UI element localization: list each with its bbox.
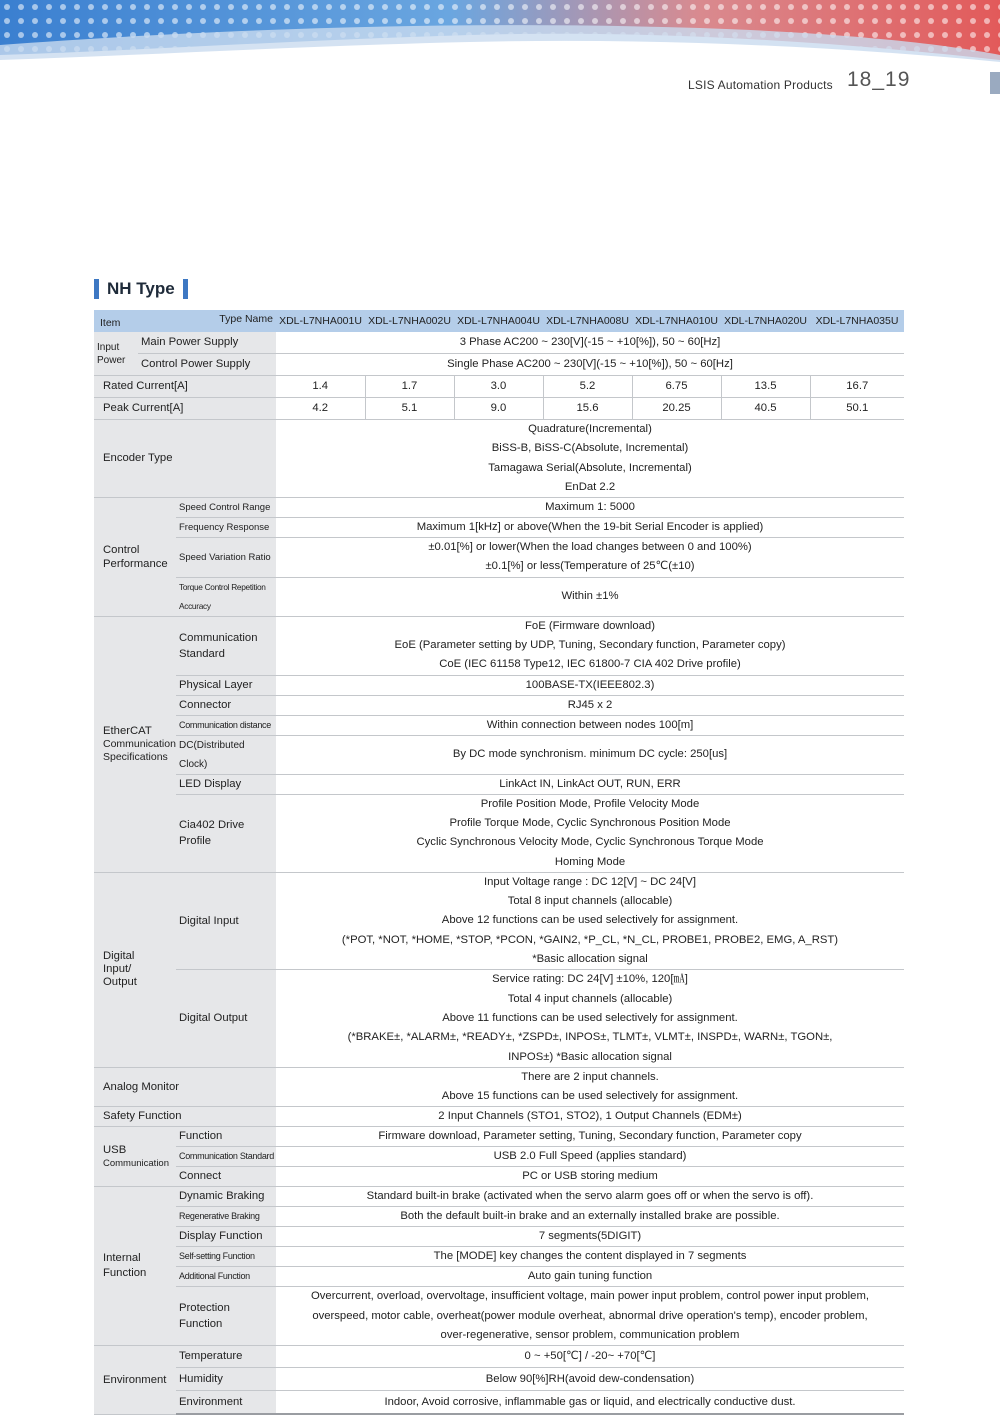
value-connector: RJ45 x 2 bbox=[276, 695, 904, 715]
rated-current-value: 3.0 bbox=[454, 376, 543, 398]
value-encoder-type: Quadrature(Incremental) BiSS-B, BiSS-C(Absolute, Incremental) Tamagawa Serial(Absolute, Incremental) EnDat 2.2 bbox=[276, 420, 904, 498]
label-analog-monitor: Analog Monitor bbox=[94, 1067, 276, 1107]
value-protection-function: Overcurrent, overload, overvoltage, insufficient voltage, main power input problem, control power input problem, overspeed, motor cable, overheat(power module overheat, abnormal drive operation's temp), encoder problem, over-regenerative, sensor problem, communication problem bbox=[276, 1287, 904, 1346]
label-usb-standard: Communication Standard bbox=[176, 1147, 276, 1167]
peak-current-value: 15.6 bbox=[543, 398, 632, 420]
table-row bbox=[94, 1391, 904, 1415]
table-row bbox=[94, 420, 904, 498]
table-row bbox=[94, 715, 904, 735]
label-dc: DC(Distributed Clock) bbox=[176, 735, 276, 774]
section-title-text: NH Type bbox=[107, 279, 175, 298]
value-self-setting: The [MODE] key changes the content displayed in 7 segments bbox=[276, 1247, 904, 1267]
table-row bbox=[94, 1067, 904, 1107]
value-cia402: Profile Position Mode, Profile Velocity Mode Profile Torque Mode, Cyclic Synchronous Position Mode Cyclic Synchronous Velocity Mode, Cyclic Synchronous Torque Mode Homing Mode bbox=[276, 794, 904, 872]
label-frequency-response: Frequency Response bbox=[176, 518, 276, 538]
page-number: 18_19 bbox=[847, 68, 911, 91]
label-speed-range: Speed Control Range bbox=[176, 498, 276, 518]
table-row bbox=[94, 1287, 904, 1346]
table-row bbox=[94, 538, 904, 578]
label-safety-function: Safety Function bbox=[94, 1107, 276, 1127]
value-usb-function: Firmware download, Parameter setting, Tuning, Secondary function, Parameter copy bbox=[276, 1127, 904, 1147]
label-physical-layer: Physical Layer bbox=[176, 675, 276, 695]
table-row bbox=[94, 675, 904, 695]
value-digital-output: Service rating: DC 24[V] ±10%, 120[㎃] Total 4 input channels (allocable) Above 11 functions can be used selectively for assignment. (*BRAKE±, *ALARM±, *READY±, *ZSPD±, INPOS±, TLMT±, VLMT±, INSPD±, WARN±, TGON±, INPOS±) *Basic allocation signal bbox=[276, 970, 904, 1067]
label-main-power: Main Power Supply bbox=[138, 332, 276, 354]
group-ethercat: EtherCAT Communication Specifications bbox=[94, 616, 176, 872]
title-bar-left bbox=[94, 279, 99, 299]
label-digital-output: Digital Output bbox=[176, 970, 276, 1067]
model-header: XDL-L7NHA035U bbox=[810, 310, 904, 332]
peak-current-value: 50.1 bbox=[810, 398, 904, 420]
rated-current-value: 1.7 bbox=[365, 376, 454, 398]
table-row bbox=[94, 1187, 904, 1207]
header-type-name: Type Name bbox=[219, 313, 273, 325]
value-environment: Indoor, Avoid corrosive, inflammable gas or liquid, and electrically conductive dust. bbox=[276, 1391, 904, 1415]
label-peak-current: Peak Current[A] bbox=[94, 398, 276, 420]
group-usb: USB Communication bbox=[94, 1127, 176, 1187]
label-temperature: Temperature bbox=[176, 1346, 276, 1368]
table-row bbox=[94, 970, 904, 1067]
value-usb-standard: USB 2.0 Full Speed (applies standard) bbox=[276, 1147, 904, 1167]
label-rated-current: Rated Current[A] bbox=[94, 376, 276, 398]
value-torque-accuracy: Within ±1% bbox=[276, 577, 904, 616]
table-row bbox=[94, 616, 904, 675]
value-analog-monitor: There are 2 input channels. Above 15 functions can be used selectively for assignment. bbox=[276, 1067, 904, 1107]
value-safety-function: 2 Input Channels (STO1, STO2), 1 Output Channels (EDM±) bbox=[276, 1107, 904, 1127]
table-row bbox=[94, 1127, 904, 1147]
model-header: XDL-L7NHA010U bbox=[632, 310, 721, 332]
rated-current-value: 5.2 bbox=[543, 376, 632, 398]
label-regen-braking: Regenerative Braking bbox=[176, 1207, 276, 1227]
model-header: XDL-L7NHA008U bbox=[543, 310, 632, 332]
value-temperature: 0 ~ +50[℃] / -20~ +70[℃] bbox=[276, 1346, 904, 1368]
peak-current-value: 20.25 bbox=[632, 398, 721, 420]
header-item-cell bbox=[94, 310, 276, 332]
label-torque-accuracy: Torque Control Repetition Accuracy bbox=[176, 577, 276, 616]
group-internal-function: Internal Function bbox=[94, 1187, 176, 1346]
table-row bbox=[94, 735, 904, 774]
label-additional-function: Additional Function bbox=[176, 1267, 276, 1287]
peak-current-value: 9.0 bbox=[454, 398, 543, 420]
value-additional-function: Auto gain tuning function bbox=[276, 1267, 904, 1287]
rated-current-value: 13.5 bbox=[721, 376, 810, 398]
table-row bbox=[94, 1147, 904, 1167]
model-header: XDL-L7NHA004U bbox=[454, 310, 543, 332]
value-digital-input: Input Voltage range : DC 12[V] ~ DC 24[V] Total 8 input channels (allocable) Above 12 functions can be used selectively for assignment. (*POT, *NOT, *HOME, *STOP, *PCON, *GAIN2, *P_CL, *N_CL, PROBE1, PROBE2, EMG, A_RST) *Basic allocation signal bbox=[276, 872, 904, 969]
value-comm-standard: FoE (Firmware download) EoE (Parameter setting by UDP, Tuning, Secondary function, Parameter copy) CoE (IEC 61158 Type12, IEC 61800-7 CIA 402 Drive profile) bbox=[276, 616, 904, 675]
label-control-power: Control Power Supply bbox=[138, 354, 276, 376]
value-speed-range: Maximum 1: 5000 bbox=[276, 498, 904, 518]
label-connector: Connector bbox=[176, 695, 276, 715]
model-header: XDL-L7NHA001U bbox=[276, 310, 365, 332]
table-row bbox=[94, 1107, 904, 1127]
rated-current-value: 6.75 bbox=[632, 376, 721, 398]
value-dynamic-braking: Standard built-in brake (activated when the servo alarm goes off or when the servo is off). bbox=[276, 1187, 904, 1207]
label-display-function: Display Function bbox=[176, 1227, 276, 1247]
label-protection-function: Protection Function bbox=[176, 1287, 276, 1346]
group-input-power: Input Power bbox=[94, 332, 138, 376]
label-dynamic-braking: Dynamic Braking bbox=[176, 1187, 276, 1207]
label-humidity: Humidity bbox=[176, 1368, 276, 1391]
table-row bbox=[94, 498, 904, 518]
table-row bbox=[94, 872, 904, 969]
label-led-display: LED Display bbox=[176, 774, 276, 794]
table-row bbox=[94, 774, 904, 794]
value-display-function: 7 segments(5DIGIT) bbox=[276, 1227, 904, 1247]
label-comm-distance: Communication distance bbox=[176, 715, 276, 735]
title-bar-right bbox=[183, 279, 188, 299]
table-row bbox=[94, 376, 904, 398]
label-encoder-type: Encoder Type bbox=[94, 420, 276, 498]
value-dc: By DC mode synchronism. minimum DC cycle: 250[us] bbox=[276, 735, 904, 774]
group-digital-io: Digital Input/ Output bbox=[94, 872, 176, 1067]
table-row bbox=[94, 518, 904, 538]
table-row bbox=[94, 577, 904, 616]
value-humidity: Below 90[%]RH(avoid dew-condensation) bbox=[276, 1368, 904, 1391]
value-comm-distance: Within connection between nodes 100[m] bbox=[276, 715, 904, 735]
label-self-setting: Self-setting Function bbox=[176, 1247, 276, 1267]
table-header-row bbox=[94, 310, 904, 332]
table-row bbox=[94, 332, 904, 354]
value-control-power: Single Phase AC200 ~ 230[V](-15 ~ +10[%]), 50 ~ 60[Hz] bbox=[276, 354, 904, 376]
table-row bbox=[94, 794, 904, 872]
table-row bbox=[94, 1227, 904, 1247]
table-row bbox=[94, 1247, 904, 1267]
group-environment: Environment bbox=[94, 1346, 176, 1415]
peak-current-value: 5.1 bbox=[365, 398, 454, 420]
value-led-display: LinkAct IN, LinkAct OUT, RUN, ERR bbox=[276, 774, 904, 794]
label-usb-function: Function bbox=[176, 1127, 276, 1147]
value-physical-layer: 100BASE-TX(IEEE802.3) bbox=[276, 675, 904, 695]
table-row bbox=[94, 1207, 904, 1227]
table-row bbox=[94, 398, 904, 420]
rated-current-value: 16.7 bbox=[810, 376, 904, 398]
label-comm-standard: Communication Standard bbox=[176, 616, 276, 675]
header-brand: LSIS Automation Products bbox=[688, 78, 833, 92]
rated-current-value: 1.4 bbox=[276, 376, 365, 398]
peak-current-value: 4.2 bbox=[276, 398, 365, 420]
header-item: Item bbox=[100, 317, 121, 329]
model-header: XDL-L7NHA002U bbox=[365, 310, 454, 332]
header-accent-bar bbox=[990, 72, 1000, 94]
value-main-power: 3 Phase AC200 ~ 230[V](-15 ~ +10[%]), 50 ~ 60[Hz] bbox=[276, 332, 904, 354]
value-frequency-response: Maximum 1[kHz] or above(When the 19-bit Serial Encoder is applied) bbox=[276, 518, 904, 538]
group-control-performance: Control Performance bbox=[94, 498, 176, 617]
value-regen-braking: Both the default built-in brake and an externally installed brake are possible. bbox=[276, 1207, 904, 1227]
model-header: XDL-L7NHA020U bbox=[721, 310, 810, 332]
table-row bbox=[94, 1368, 904, 1391]
table-row bbox=[94, 354, 904, 376]
label-environment: Environment bbox=[176, 1391, 276, 1415]
section-title bbox=[94, 278, 188, 300]
value-usb-connect: PC or USB storing medium bbox=[276, 1167, 904, 1187]
label-speed-variation: Speed Variation Ratio bbox=[176, 538, 276, 578]
table-row bbox=[94, 1267, 904, 1287]
table-row bbox=[94, 695, 904, 715]
label-cia402: Cia402 Drive Profile bbox=[176, 794, 276, 872]
value-speed-variation: ±0.01[%] or lower(When the load changes between 0 and 100%) ±0.1[%] or less(Temperature of 25℃(±10) bbox=[276, 538, 904, 578]
label-digital-input: Digital Input bbox=[176, 872, 276, 969]
spec-table bbox=[94, 310, 904, 1415]
table-row bbox=[94, 1167, 904, 1187]
header-banner bbox=[0, 0, 1000, 110]
table-row bbox=[94, 1346, 904, 1368]
label-usb-connect: Connect bbox=[176, 1167, 276, 1187]
peak-current-value: 40.5 bbox=[721, 398, 810, 420]
